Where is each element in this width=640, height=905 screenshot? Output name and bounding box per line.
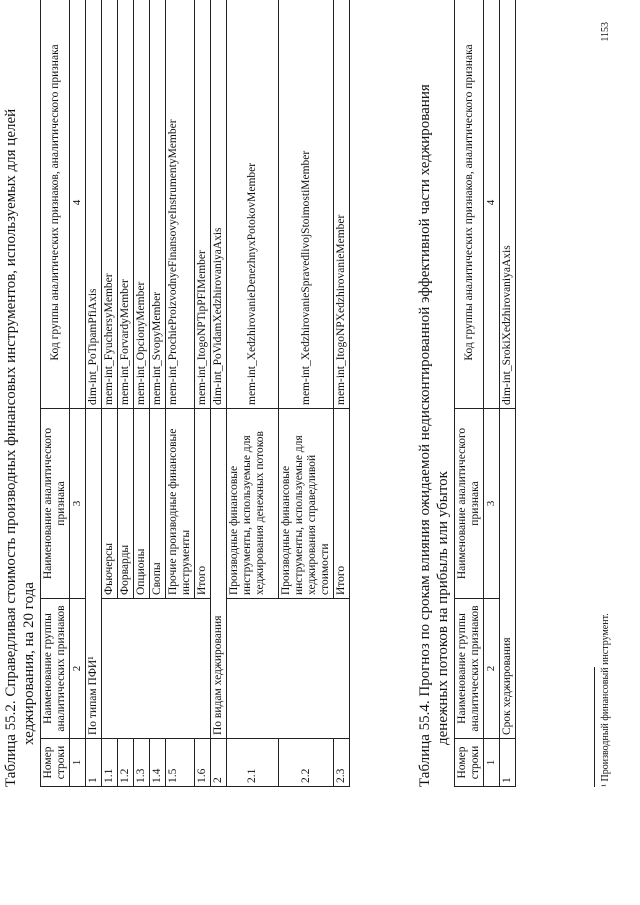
table2-header-cell: Номер строки xyxy=(455,739,484,787)
table1-header-cell: Номер строки xyxy=(41,739,70,787)
row-number: 2.2 xyxy=(279,739,334,787)
table1-header-cell: Наименование аналитического признака xyxy=(41,409,70,599)
row-number: 2.1 xyxy=(227,739,279,787)
table-row xyxy=(211,0,227,787)
row-group-empty xyxy=(227,599,350,739)
table-row xyxy=(227,0,279,787)
table-row xyxy=(86,0,102,787)
row-name: Производные финансовые инструменты, используемые для хеджирования денежных потоков xyxy=(227,409,279,599)
column-number: 3 xyxy=(70,409,86,599)
row-name: Итого xyxy=(334,409,350,599)
table2-column-numbers-row xyxy=(484,0,500,787)
table1-caption-line2: хеджирования, на 20 года xyxy=(21,582,37,745)
table2-header-row xyxy=(455,0,484,787)
column-number: 3 xyxy=(484,409,500,599)
column-number: 1 xyxy=(70,739,86,787)
row-group-empty xyxy=(102,599,211,739)
table2-caption-line2: денежных потоков на прибыль или убыток xyxy=(435,471,451,745)
row-number: 1.5 xyxy=(166,739,195,787)
table1-header-cell: Наименование группы аналитических признаков xyxy=(41,599,70,739)
row-number: 2 xyxy=(211,739,227,787)
row-name: Опционы xyxy=(134,409,150,599)
table1 xyxy=(40,0,350,787)
row-code: mem-int_FyuchersyMember xyxy=(102,0,118,409)
row-code: mem-int_ItogoNPTipPFIMember xyxy=(195,0,211,409)
row-number: 1.4 xyxy=(150,739,166,787)
row-code: mem-int_ProchieProizvodnyeFinansovyeInstrumentyMember xyxy=(166,0,195,409)
row-code: mem-int_ForvardyMember xyxy=(118,0,134,409)
row-number: 2.3 xyxy=(334,739,350,787)
row-name: Форварды xyxy=(118,409,134,599)
row-code: mem-int_OpcionyMember xyxy=(134,0,150,409)
row-code: mem-int_ItogoNPXedzhirovanieMember xyxy=(334,0,350,409)
table2-caption-line1: Таблица 55.4. Прогноз по срокам влияния ожидаемой недисконтированной эффективной части хеджирования xyxy=(417,84,433,787)
row-group: По типам ПФИ¹ xyxy=(86,409,102,739)
row-code: mem-int_XedzhirovanieSpravedlivojStoimostiMember xyxy=(279,0,334,409)
row-name: Свопы xyxy=(150,409,166,599)
row-number: 1 xyxy=(86,739,102,787)
row-code: mem-int_SvopyMember xyxy=(150,0,166,409)
table1-header-cell: Код группы аналитических признаков, аналитического признака xyxy=(41,0,70,409)
table-row xyxy=(102,0,118,787)
table2-header-cell: Код группы аналитических признаков, аналитического признака xyxy=(455,0,484,409)
row-name: Итого xyxy=(195,409,211,599)
table1-column-numbers-row xyxy=(70,0,86,787)
table2 xyxy=(454,0,516,787)
row-group: По видам хеджирования xyxy=(211,409,227,739)
row-number: 1.1 xyxy=(102,739,118,787)
footnote: ¹ Производный финансовый инструмент. xyxy=(600,613,611,787)
table2-header-cell: Наименование аналитического признака xyxy=(455,409,484,599)
column-number: 4 xyxy=(70,0,86,409)
row-number: 1.6 xyxy=(195,739,211,787)
row-name: Прочие производные финансовые инструменты xyxy=(166,409,195,599)
column-number: 1 xyxy=(484,739,500,787)
table1-caption-line1: Таблица 55.2. Справедливая стоимость производных финансовых инструментов, используемых для целей xyxy=(3,108,19,787)
table-row xyxy=(500,0,516,787)
table2-header-cell: Наименование группы аналитических признаков xyxy=(455,599,484,739)
row-number: 1.2 xyxy=(118,739,134,787)
row-code: dim-int_PoTipamPfiAxis xyxy=(86,0,102,409)
row-number: 1.3 xyxy=(134,739,150,787)
column-number: 4 xyxy=(484,0,500,409)
column-number: 2 xyxy=(484,599,500,739)
row-code: dim-int_SrokiXedzhirovaniyaAxis xyxy=(500,0,516,409)
row-code: mem-int_XedzhirovanieDenezhnyxPotokovMember xyxy=(227,0,279,409)
row-code: dim-int_PoVidamXedzhirovaniyaAxis xyxy=(211,0,227,409)
row-group: Срок хеджирования xyxy=(500,409,516,739)
column-number: 2 xyxy=(70,599,86,739)
page-number: 1153 xyxy=(600,22,611,42)
table1-header-row xyxy=(41,0,70,787)
row-name: Производные финансовые инструменты, используемые для хеджирования справедливой стоимости xyxy=(279,409,334,599)
row-number: 1 xyxy=(500,739,516,787)
row-name: Фьючерсы xyxy=(102,409,118,599)
footnote-separator xyxy=(594,667,595,787)
